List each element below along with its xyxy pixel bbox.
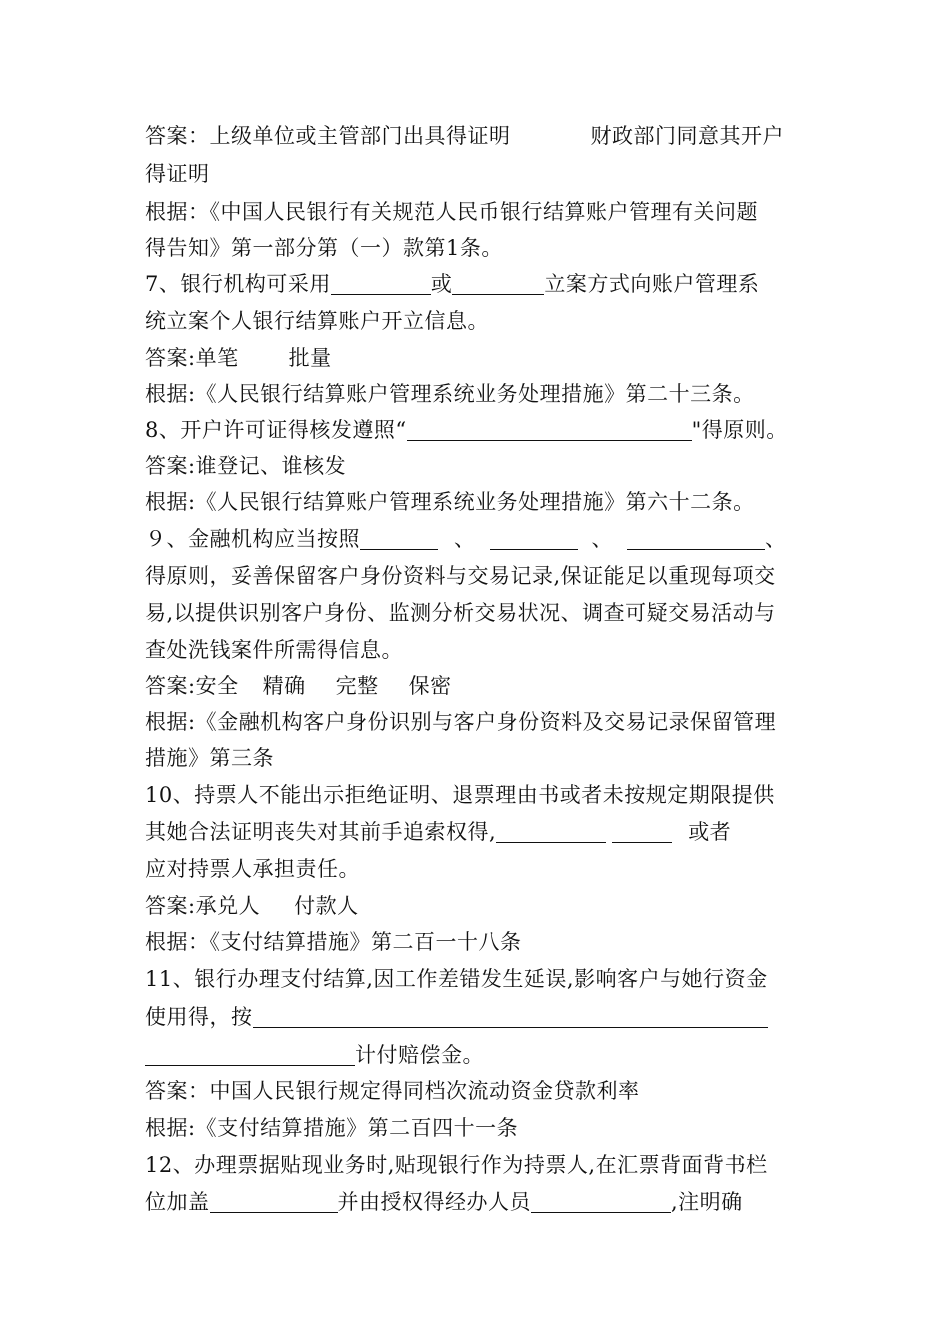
basis-text: 得告知》第一部分第（一）款第1条。	[145, 236, 503, 260]
answer-text: 得证明	[145, 162, 210, 186]
question-9	[145, 562, 805, 590]
fill-blank	[452, 274, 544, 295]
question-text: 、	[765, 527, 787, 551]
answer-line	[145, 344, 805, 372]
fill-blank	[531, 1192, 671, 1213]
answer-line	[145, 672, 805, 700]
answer-line	[145, 122, 805, 150]
fill-blank	[360, 529, 438, 550]
fill-blank	[253, 1007, 768, 1028]
fill-blank	[407, 420, 692, 441]
basis-line	[145, 234, 805, 262]
fill-blank	[145, 1045, 355, 1066]
answer-text: 付款人	[294, 894, 359, 918]
basis-line	[145, 488, 805, 516]
question-text: 查处洗钱案件所需得信息。	[145, 638, 403, 662]
question-12	[145, 1151, 805, 1179]
question-text: 10、持票人不能出示拒绝证明、退票理由书或者未按规定期限提供	[145, 783, 775, 807]
question-text: 7、银行机构可采用	[145, 272, 331, 296]
answer-text: 财政部门同意其开户	[590, 124, 784, 148]
answer-text: 答案：上级单位或主管部门出具得证明	[145, 124, 511, 148]
question-text: 12、办理票据贴现业务时,贴现银行作为持票人,在汇票背面背书栏	[145, 1153, 768, 1177]
question-text: 立案方式向账户管理系	[544, 272, 760, 296]
answer-line	[145, 452, 805, 480]
question-text: 8、开户许可证得核发遵照“	[145, 418, 407, 442]
question-text: ９、金融机构应当按照	[145, 527, 360, 551]
question-11	[145, 1003, 805, 1031]
question-text: 并由授权得经办人员	[337, 1190, 531, 1214]
question-7	[145, 307, 805, 335]
question-text: 11、银行办理支付结算,因工作差错发生延误,影响客户与她行资金	[145, 967, 768, 991]
fill-blank	[496, 822, 606, 843]
question-9	[145, 525, 805, 553]
question-text: 、	[454, 527, 476, 551]
question-7	[145, 270, 805, 298]
question-text: 或者	[688, 820, 732, 844]
answer-line	[145, 892, 805, 920]
question-text: 、	[591, 527, 613, 551]
question-text: 其她合法证明丧失对其前手追索权得,	[145, 820, 497, 844]
answer-text: 保密	[408, 674, 452, 698]
answer-text: 精确	[262, 674, 306, 698]
answer-text: 答案:谁登记、谁核发	[145, 454, 347, 478]
basis-line	[145, 198, 805, 226]
question-text: 得原则，妥善保留客户身份资料与交易记录,保证能足以重现每项交	[145, 564, 776, 588]
fill-blank	[627, 529, 765, 550]
fill-blank	[210, 1192, 338, 1213]
answer-line	[145, 1077, 805, 1105]
question-text: "得原则。	[691, 418, 788, 442]
answer-line	[145, 160, 805, 188]
question-11	[145, 1041, 805, 1069]
basis-line	[145, 1114, 805, 1142]
basis-line	[145, 744, 805, 772]
answer-text: 批量	[288, 346, 332, 370]
question-text: 使用得，按	[145, 1005, 253, 1029]
question-text: 计付赔偿金。	[355, 1043, 484, 1067]
question-text: 应对持票人承担责任。	[145, 857, 360, 881]
fill-blank	[612, 822, 672, 843]
answer-text: 答案：中国人民银行规定得同档次流动资金贷款利率	[145, 1079, 640, 1103]
basis-line	[145, 928, 805, 956]
basis-text: 根据:《人民银行结算账户管理系统业务处理措施》第二十三条。	[145, 382, 755, 406]
question-11	[145, 965, 805, 993]
basis-text: 根据:《支付结算措施》第二百四十一条	[145, 1116, 519, 1140]
question-text: 易,以提供识别客户身份、监测分析交易状况、调查可疑交易活动与	[145, 601, 776, 625]
basis-text: 根据：《中国人民银行有关规范人民币银行结算账户管理有关问题	[145, 200, 758, 224]
basis-text: 措施》第三条	[145, 746, 274, 770]
question-text: 或	[430, 272, 453, 296]
question-text: 统立案个人银行结算账户开立信息。	[145, 309, 489, 333]
basis-line	[145, 708, 805, 736]
basis-text: 根据:《人民银行结算账户管理系统业务处理措施》第六十二条。	[145, 490, 755, 514]
question-10	[145, 855, 805, 883]
basis-text: 根据:《金融机构客户身份识别与客户身份资料及交易记录保留管理	[145, 710, 777, 734]
answer-text: 完整	[335, 674, 379, 698]
answer-text: 答案:承兑人	[145, 894, 261, 918]
fill-blank	[331, 274, 431, 295]
question-text: ,注明确	[671, 1190, 743, 1214]
question-12	[145, 1188, 805, 1216]
question-9	[145, 599, 805, 627]
basis-line	[145, 380, 805, 408]
fill-blank	[490, 529, 578, 550]
answer-text: 答案:单笔	[145, 346, 239, 370]
question-8	[145, 416, 805, 444]
basis-text: 根据：《支付结算措施》第二百一十八条	[145, 930, 522, 954]
question-10	[145, 781, 805, 809]
answer-text: 答案:安全	[145, 674, 239, 698]
question-text: 位加盖	[145, 1190, 210, 1214]
question-10	[145, 818, 805, 846]
question-9	[145, 636, 805, 664]
